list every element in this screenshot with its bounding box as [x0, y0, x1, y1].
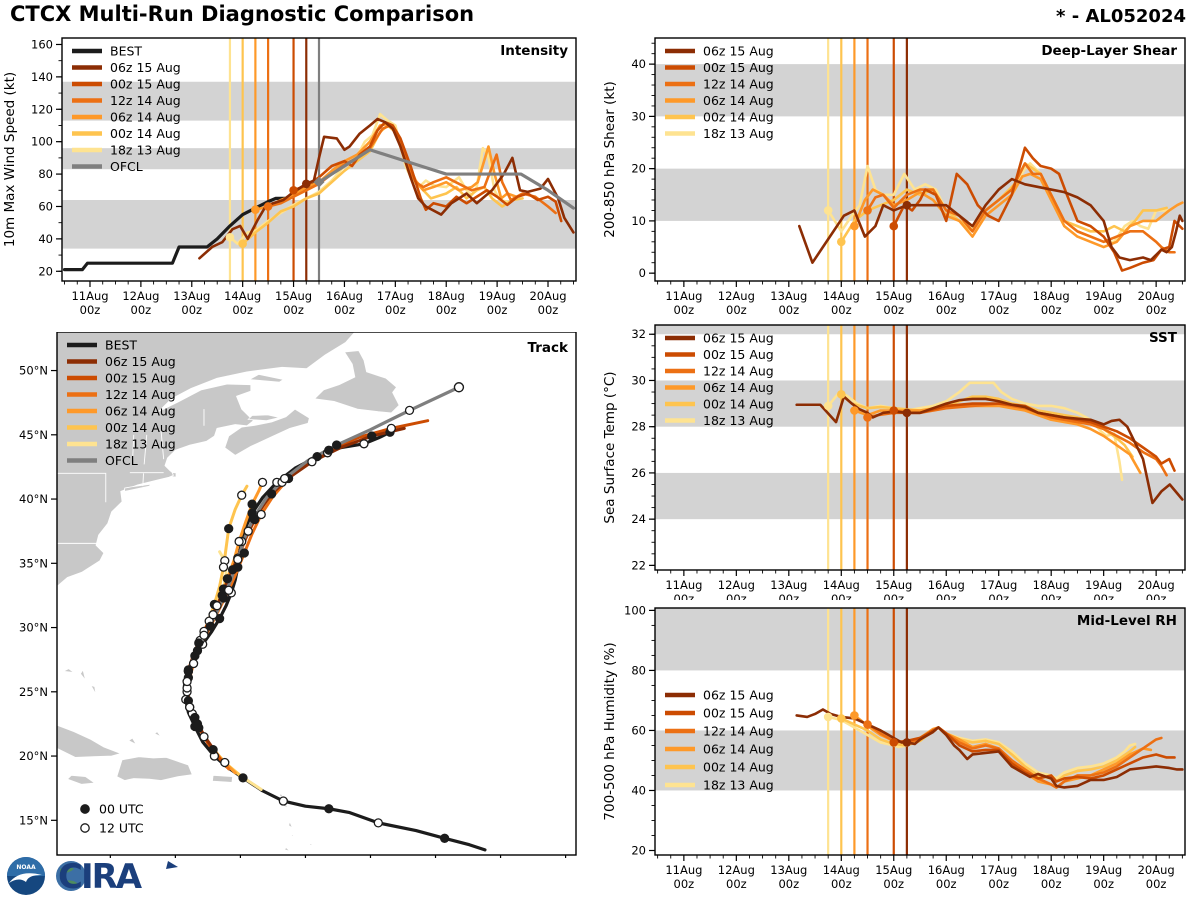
svg-text:00z: 00z: [1145, 877, 1167, 891]
svg-text:14Aug: 14Aug: [224, 289, 262, 303]
svg-text:18Aug: 18Aug: [1032, 578, 1070, 592]
svg-text:OFCL: OFCL: [110, 159, 143, 174]
svg-text:15Aug: 15Aug: [875, 863, 913, 877]
sst-chart: [600, 318, 1200, 600]
svg-text:11Aug: 11Aug: [665, 578, 703, 592]
svg-text:100: 100: [31, 134, 53, 149]
svg-text:00z: 00z: [778, 877, 800, 891]
footer-logos: [6, 854, 202, 898]
svg-text:13Aug: 13Aug: [770, 289, 808, 303]
svg-text:00z: 00z: [673, 877, 695, 891]
svg-text:15Aug: 15Aug: [875, 578, 913, 592]
svg-text:12 UTC: 12 UTC: [99, 820, 144, 836]
shear-panel: [600, 32, 1200, 332]
svg-text:12z 14 Aug: 12z 14 Aug: [105, 387, 176, 402]
svg-text:11Aug: 11Aug: [71, 289, 109, 303]
svg-text:17Aug: 17Aug: [376, 289, 414, 303]
svg-text:SST: SST: [1148, 330, 1177, 346]
svg-text:40: 40: [38, 231, 53, 246]
svg-text:12Aug: 12Aug: [122, 289, 160, 303]
track-panel: [0, 332, 600, 858]
svg-text:35°N: 35°N: [19, 556, 48, 571]
svg-text:20: 20: [631, 843, 646, 858]
svg-text:00z: 00z: [778, 592, 800, 600]
svg-text:06z 15 Aug: 06z 15 Aug: [703, 330, 774, 346]
page-title: CTCX Multi-Run Diagnostic Comparison: [10, 2, 475, 26]
svg-text:11Aug: 11Aug: [665, 289, 703, 303]
noaa-logo-text: NOAA: [16, 864, 36, 871]
svg-text:00z: 00z: [673, 592, 695, 600]
svg-text:12z 14 Aug: 12z 14 Aug: [703, 76, 774, 92]
svg-text:16Aug: 16Aug: [325, 289, 363, 303]
track-map: [0, 332, 600, 858]
svg-text:00z: 00z: [830, 592, 852, 600]
svg-text:BEST: BEST: [105, 337, 138, 353]
svg-text:60: 60: [631, 723, 646, 738]
svg-text:00z: 00z: [385, 303, 406, 317]
svg-text:18z 13 Aug: 18z 13 Aug: [110, 142, 181, 158]
svg-text:12z 14 Aug: 12z 14 Aug: [703, 723, 774, 739]
svg-text:Mid-Level RH: Mid-Level RH: [1076, 613, 1177, 629]
svg-text:24: 24: [631, 512, 646, 527]
svg-text:00z: 00z: [778, 303, 800, 317]
svg-text:20Aug: 20Aug: [1137, 289, 1175, 303]
rh-panel: [600, 600, 1200, 900]
svg-text:00z: 00z: [1040, 592, 1062, 600]
svg-text:BEST: BEST: [110, 43, 143, 59]
svg-text:15Aug: 15Aug: [275, 289, 313, 303]
svg-text:00z: 00z: [486, 303, 508, 317]
svg-text:00z: 00z: [935, 592, 957, 600]
svg-text:20: 20: [38, 264, 53, 279]
svg-text:00z: 00z: [283, 303, 304, 317]
cira-logo: [50, 855, 202, 897]
svg-text:25°N: 25°N: [19, 684, 48, 699]
svg-text:10: 10: [631, 213, 646, 228]
svg-text:22: 22: [631, 558, 646, 573]
svg-text:19Aug: 19Aug: [478, 289, 516, 303]
svg-text:19Aug: 19Aug: [1085, 289, 1123, 303]
svg-text:00z: 00z: [935, 877, 957, 891]
svg-text:14Aug: 14Aug: [822, 578, 860, 592]
sst-panel: [600, 318, 1200, 600]
svg-text:160: 160: [31, 37, 53, 52]
svg-text:00z: 00z: [1093, 303, 1114, 317]
svg-text:45°N: 45°N: [19, 427, 48, 442]
svg-text:06z 15 Aug: 06z 15 Aug: [105, 354, 176, 369]
svg-text:00z: 00z: [181, 303, 203, 317]
svg-text:00z 14 Aug: 00z 14 Aug: [703, 109, 774, 125]
svg-text:40°N: 40°N: [19, 492, 48, 507]
rh-chart: [600, 600, 1200, 900]
svg-text:00z 14 Aug: 00z 14 Aug: [703, 759, 774, 775]
svg-text:00z 14 Aug: 00z 14 Aug: [110, 126, 181, 141]
svg-text:06z 15 Aug: 06z 15 Aug: [703, 43, 774, 59]
svg-text:17Aug: 17Aug: [980, 289, 1018, 303]
svg-text:60: 60: [38, 199, 53, 214]
svg-text:120: 120: [31, 102, 53, 117]
svg-text:00z: 00z: [988, 303, 1010, 317]
svg-text:16Aug: 16Aug: [927, 578, 965, 592]
intensity-panel: [0, 32, 600, 332]
svg-text:20Aug: 20Aug: [1137, 863, 1175, 877]
svg-text:12Aug: 12Aug: [717, 289, 755, 303]
svg-text:20°N: 20°N: [19, 749, 48, 764]
svg-text:17Aug: 17Aug: [980, 863, 1018, 877]
svg-text:28: 28: [631, 419, 646, 434]
svg-text:00z: 00z: [883, 303, 905, 317]
svg-text:06z 14 Aug: 06z 14 Aug: [703, 380, 774, 395]
svg-text:12Aug: 12Aug: [717, 863, 755, 877]
svg-text:16Aug: 16Aug: [927, 289, 965, 303]
svg-text:00z: 00z: [1040, 877, 1062, 891]
svg-text:00z: 00z: [726, 877, 747, 891]
svg-text:Intensity: Intensity: [500, 43, 568, 59]
noaa-logo: [6, 856, 46, 896]
svg-text:10m Max Wind Speed (kt): 10m Max Wind Speed (kt): [2, 71, 18, 248]
svg-text:18Aug: 18Aug: [1032, 863, 1070, 877]
svg-text:19Aug: 19Aug: [1085, 863, 1123, 877]
svg-text:06z 14 Aug: 06z 14 Aug: [703, 93, 774, 108]
svg-text:00z: 00z: [883, 592, 905, 600]
svg-text:00 UTC: 00 UTC: [99, 801, 144, 817]
shear-chart: [600, 32, 1200, 332]
svg-text:15Aug: 15Aug: [875, 289, 913, 303]
svg-text:50°N: 50°N: [19, 363, 48, 378]
svg-text:18z 13 Aug: 18z 13 Aug: [703, 413, 774, 428]
cira-logo-text: CIRA: [58, 857, 141, 897]
svg-text:00z 15 Aug: 00z 15 Aug: [703, 705, 774, 721]
svg-text:00z: 00z: [232, 303, 253, 317]
svg-text:18z 13 Aug: 18z 13 Aug: [105, 436, 176, 452]
svg-text:00z: 00z: [988, 592, 1010, 600]
svg-text:Track: Track: [527, 340, 568, 356]
svg-text:30: 30: [631, 373, 646, 388]
svg-text:00z: 00z: [1093, 877, 1114, 891]
svg-text:20: 20: [631, 161, 646, 176]
svg-text:12z 14 Aug: 12z 14 Aug: [110, 93, 181, 108]
svg-text:00z: 00z: [537, 303, 559, 317]
svg-text:00z 15 Aug: 00z 15 Aug: [105, 370, 176, 386]
svg-text:14Aug: 14Aug: [822, 863, 860, 877]
svg-text:00z 15 Aug: 00z 15 Aug: [110, 76, 181, 92]
svg-text:30: 30: [631, 109, 646, 124]
svg-text:140: 140: [31, 69, 53, 84]
svg-text:12z 14 Aug: 12z 14 Aug: [703, 363, 774, 379]
svg-text:13Aug: 13Aug: [173, 289, 211, 303]
svg-text:18Aug: 18Aug: [427, 289, 465, 303]
svg-text:32: 32: [631, 327, 646, 342]
svg-text:20Aug: 20Aug: [1137, 578, 1175, 592]
svg-text:11Aug: 11Aug: [665, 863, 703, 877]
svg-text:00z: 00z: [883, 877, 905, 891]
svg-text:26: 26: [631, 465, 646, 480]
svg-text:06z 15 Aug: 06z 15 Aug: [110, 60, 181, 75]
svg-text:18z 13 Aug: 18z 13 Aug: [703, 777, 774, 793]
svg-text:00z: 00z: [830, 877, 852, 891]
svg-text:00z: 00z: [435, 303, 457, 317]
svg-text:700-500 hPa Humidity (%): 700-500 hPa Humidity (%): [602, 642, 618, 821]
svg-text:19Aug: 19Aug: [1085, 578, 1123, 592]
svg-text:18z 13 Aug: 18z 13 Aug: [703, 126, 774, 141]
storm-id-label: * - AL052024: [1056, 6, 1186, 27]
svg-text:13Aug: 13Aug: [770, 863, 808, 877]
svg-text:00z: 00z: [988, 877, 1010, 891]
svg-text:Deep-Layer Shear: Deep-Layer Shear: [1041, 43, 1177, 59]
svg-text:40: 40: [631, 57, 646, 72]
svg-text:200-850 hPa Shear (kt): 200-850 hPa Shear (kt): [602, 81, 618, 238]
svg-text:00z: 00z: [1040, 303, 1062, 317]
svg-text:00z: 00z: [1093, 592, 1114, 600]
svg-text:80: 80: [38, 167, 53, 182]
svg-text:00z: 00z: [79, 303, 101, 317]
svg-text:00z: 00z: [830, 303, 852, 317]
svg-text:00z: 00z: [935, 303, 957, 317]
svg-text:80: 80: [631, 663, 646, 678]
svg-text:13Aug: 13Aug: [770, 578, 808, 592]
svg-text:00z: 00z: [1145, 592, 1167, 600]
svg-text:00z 15 Aug: 00z 15 Aug: [703, 60, 774, 75]
svg-text:00z: 00z: [726, 303, 747, 317]
svg-text:12Aug: 12Aug: [717, 578, 755, 592]
svg-text:00z: 00z: [334, 303, 355, 317]
svg-text:06z 14 Aug: 06z 14 Aug: [105, 403, 176, 419]
svg-text:OFCL: OFCL: [105, 453, 138, 468]
svg-text:00z: 00z: [130, 303, 152, 317]
svg-text:100: 100: [624, 603, 646, 618]
svg-text:06z 15 Aug: 06z 15 Aug: [703, 687, 774, 703]
intensity-chart: [0, 32, 600, 332]
svg-text:00z 15 Aug: 00z 15 Aug: [703, 347, 774, 362]
svg-text:00z 14 Aug: 00z 14 Aug: [703, 396, 774, 412]
svg-text:06z 14 Aug: 06z 14 Aug: [703, 741, 774, 757]
svg-text:20Aug: 20Aug: [529, 289, 567, 303]
svg-text:17Aug: 17Aug: [980, 578, 1018, 592]
svg-text:16Aug: 16Aug: [927, 863, 965, 877]
svg-text:18Aug: 18Aug: [1032, 289, 1070, 303]
svg-text:0: 0: [638, 266, 646, 281]
svg-text:00z: 00z: [1145, 303, 1167, 317]
svg-text:00z: 00z: [673, 303, 695, 317]
svg-text:14Aug: 14Aug: [822, 289, 860, 303]
svg-text:06z 14 Aug: 06z 14 Aug: [110, 109, 181, 125]
svg-text:15°N: 15°N: [19, 813, 48, 828]
svg-text:40: 40: [631, 783, 646, 798]
svg-text:Sea Surface Temp (°C): Sea Surface Temp (°C): [602, 371, 618, 524]
svg-text:00z: 00z: [726, 592, 747, 600]
svg-text:30°N: 30°N: [19, 620, 48, 635]
svg-text:00z 14 Aug: 00z 14 Aug: [105, 420, 176, 435]
